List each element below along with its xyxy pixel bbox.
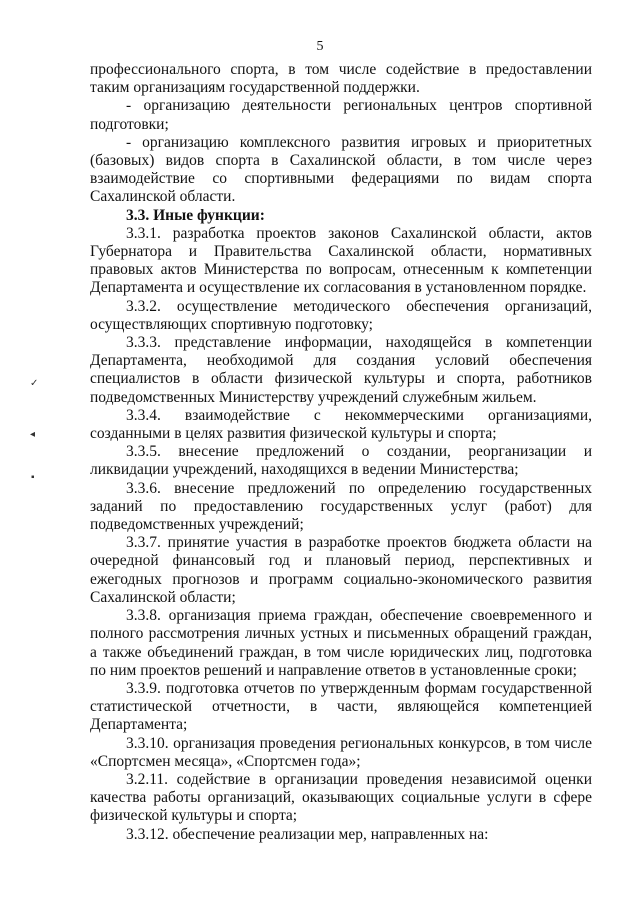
paragraph-list-item: - организацию деятельности региональных центров спортивной подготовки; — [90, 97, 592, 133]
item-paragraph: 3.3.2. осуществление методического обеспечения организаций, осуществляющих спортивную подготовку; — [90, 297, 592, 333]
section-heading: 3.3. Иные функции: — [126, 206, 265, 224]
item-paragraph: 3.3.12. обеспечение реализации мер, направленных на: — [126, 825, 489, 843]
item-paragraph: 3.3.6. внесение предложений по определению государственных заданий по предоставлению государственных услуг (работ) для подведомственных учреждений; — [90, 479, 592, 534]
item-paragraph: 3.3.9. подготовка отчетов по утвержденным формам государственной статистической отчетности, в части, являющейся компетенцией Департамента; — [90, 679, 592, 734]
item-paragraph: 3.3.3. представление информации, находящейся в компетенции Департамента, необходимой для создания условий обеспечения специалистов в области физической культуры и спорта, работников подведомственных Министерству учреждений служебным жильем. — [90, 334, 592, 406]
page-number: 5 — [316, 39, 324, 54]
item-paragraph: 3.3.5. внесение предложений о создании, реорганизации и ликвидации учреждений, находящихся в ведении Министерства; — [90, 443, 592, 479]
paragraph-list-item: - организацию комплексного развития игровых и приоритетных (базовых) видов спорта в Сахалинской области, в том числе через взаимодействие со спортивными федерациями по видам спорта Сахалинской области. — [90, 133, 592, 206]
margin-mark: ✓ — [30, 378, 39, 389]
item-paragraph: 3.3.10. организация проведения региональных конкурсов, в том числе «Спортсмен месяца», «Спортсмен года»; — [90, 734, 592, 770]
paragraph-continuation: профессионального спорта, в том числе содействие в предоставлении таким организациям государственной поддержки. — [90, 61, 592, 97]
item-paragraph: 3.3.7. принятие участия в разработке проектов бюджета области на очередной финансовый год и плановый период, перспективных и ежегодных прогнозов и программ социально-экономического развития Сахалинской области; — [90, 534, 592, 606]
margin-mark: ◂ — [30, 429, 36, 440]
item-paragraph: 3.2.11. содействие в организации проведения независимой оценки качества работы организаций, оказывающих социальные услуги в сфере физической культуры и спорта; — [90, 770, 592, 825]
document-body — [90, 61, 592, 844]
item-paragraph: 3.3.4. взаимодействие с некоммерческими организациями, созданными в целях развития физической культуры и спорта; — [90, 406, 592, 443]
item-paragraph: 3.3.1. разработка проектов законов Сахалинской области, актов Губернатора и Правительства Сахалинской области, нормативных правовых актов Министерства по вопросам, отнесенным к компетенции Департамента и осуществление их согласования в установленном порядке. — [90, 224, 592, 297]
item-paragraph: 3.3.8. организация приема граждан, обеспечение своевременного и полного рассмотрения личных устных и письменных обращений граждан, а также объединений граждан, в том числе юридических лиц, подготовка по ним проектов решений и направление ответов в установленные сроки; — [90, 607, 592, 679]
margin-mark: ▪ — [31, 472, 35, 483]
